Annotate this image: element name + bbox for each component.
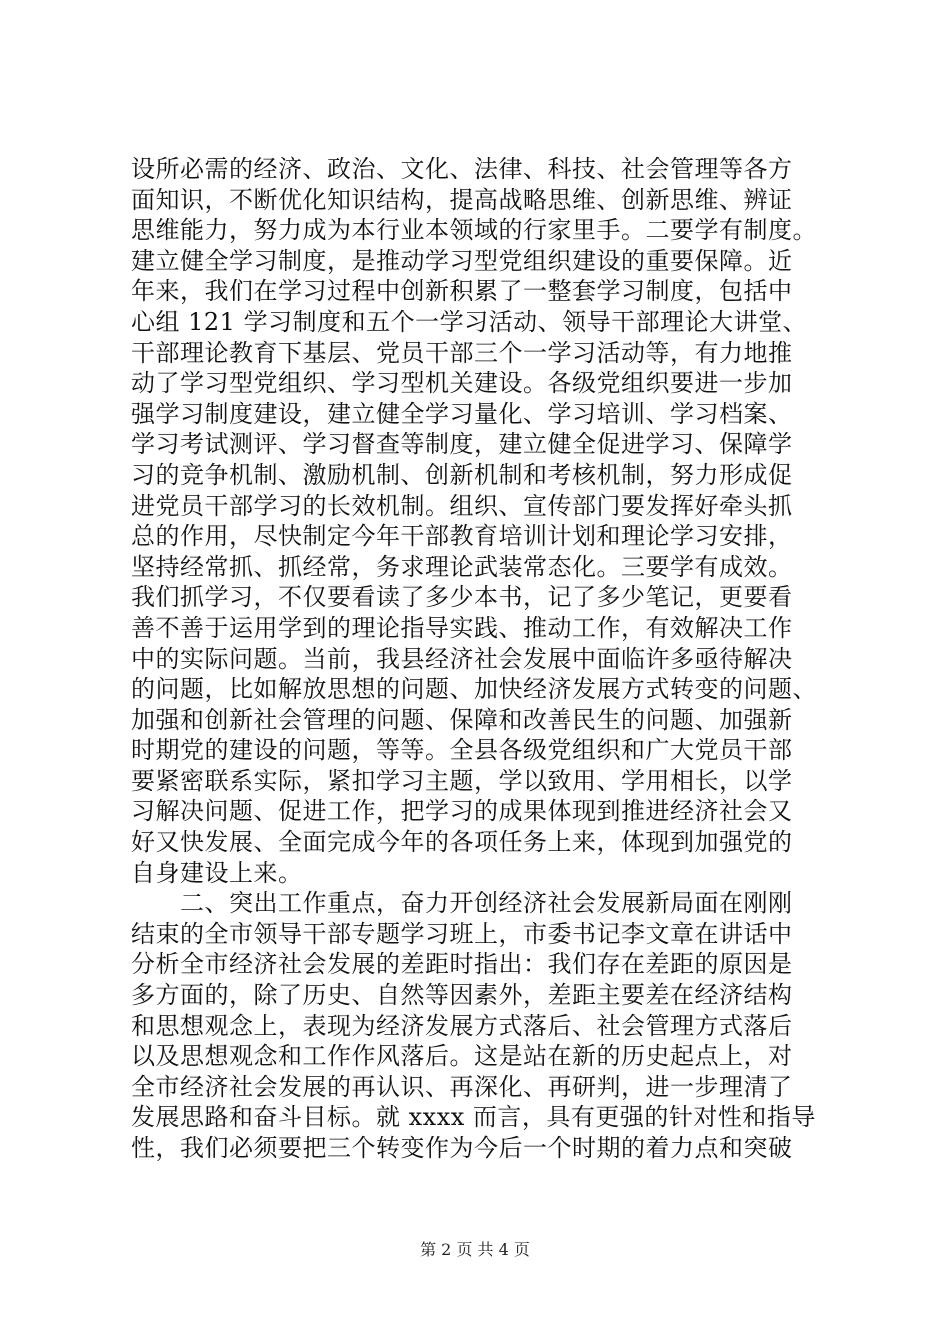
text-line: 多方面的，除了历史、自然等因素外，差距主要差在经济结构 (131, 981, 793, 1010)
text-line: 二、突出工作重点，奋力开创经济社会发展新局面在刚刚 (131, 889, 793, 918)
text-line: 要紧密联系实际，紧扣学习主题，学以致用、学用相长，以学 (131, 766, 793, 795)
text-line: 中的实际问题。当前，我县经济社会发展中面临许多亟待解决 (131, 644, 793, 673)
text-line: 发展思路和奋斗目标。就 xxxx 而言，具有更强的针对性和指导 (131, 1103, 816, 1132)
text-line: 以及思想观念和工作作风落后。这是站在新的历史起点上，对 (131, 1042, 793, 1071)
text-line: 性，我们必须要把三个转变作为今后一个时期的着力点和突破 (131, 1134, 793, 1162)
text-line: 干部理论教育下基层、党员干部三个一学习活动等，有力地推 (131, 338, 793, 367)
page-footer: 第 2 页 共 4 页 (420, 1240, 530, 1259)
text-line: 总的作用，尽快制定今年干部教育培训计划和理论学习安排， (131, 522, 793, 551)
text-line: 全市经济社会发展的再认识、再深化、再研判，进一步理清了 (131, 1072, 793, 1101)
text-line: 加强和创新社会管理的问题、保障和改善民生的问题、加强新 (131, 705, 793, 734)
text-line: 思维能力，努力成为本行业本领域的行家里手。二要学有制度。 (131, 216, 817, 245)
text-line: 动了学习型党组织、学习型机关建设。各级党组织要进一步加 (131, 369, 793, 398)
text-line: 强学习制度建设，建立健全学习量化、学习培训、学习档案、 (131, 399, 793, 428)
text-line: 设所必需的经济、政治、文化、法律、科技、社会管理等各方 (131, 155, 793, 183)
text-line: 进党员干部学习的长效机制。组织、宣传部门要发挥好牵头抓 (131, 491, 793, 520)
text-line: 习的竞争机制、激励机制、创新机制和考核机制，努力形成促 (131, 460, 793, 489)
text-line: 心组 121 学习制度和五个一学习活动、领导干部理论大讲堂、 (131, 307, 808, 336)
text-line: 我们抓学习，不仅要看读了多少本书，记了多少笔记，更要看 (131, 583, 793, 612)
text-line: 建立健全学习制度，是推动学习型党组织建设的重要保障。近 (131, 246, 793, 275)
text-line: 分析全市经济社会发展的差距时指出：我们存在差距的原因是 (131, 950, 793, 979)
text-line: 的问题，比如解放思想的问题、加快经济发展方式转变的问题、 (131, 675, 817, 704)
text-line: 自身建设上来。 (131, 858, 303, 887)
text-line: 学习考试测评、学习督查等制度，建立健全促进学习、保障学 (131, 430, 793, 459)
text-line: 时期党的建设的问题，等等。全县各级党组织和广大党员干部 (131, 736, 793, 765)
body-text (131, 154, 831, 1164)
text-line: 年来，我们在学习过程中创新积累了一整套学习制度，包括中 (131, 277, 793, 306)
text-line: 习解决问题、促进工作，把学习的成果体现到推进经济社会又 (131, 797, 793, 826)
text-line: 坚持经常抓、抓经常，务求理论武装常态化。三要学有成效。 (131, 552, 793, 581)
text-line: 结束的全市领导干部专题学习班上，市委书记李文章在讲话中 (131, 919, 793, 948)
text-line: 和思想观念上，表现为经济发展方式落后、社会管理方式落后 (131, 1011, 793, 1040)
text-line: 善不善于运用学到的理论指导实践、推动工作，有效解决工作 (131, 613, 793, 642)
text-line: 好又快发展、全面完成今年的各项任务上来，体现到加强党的 (131, 828, 793, 857)
text-line: 面知识，不断优化知识结构，提高战略思维、创新思维、辨证 (131, 185, 793, 214)
